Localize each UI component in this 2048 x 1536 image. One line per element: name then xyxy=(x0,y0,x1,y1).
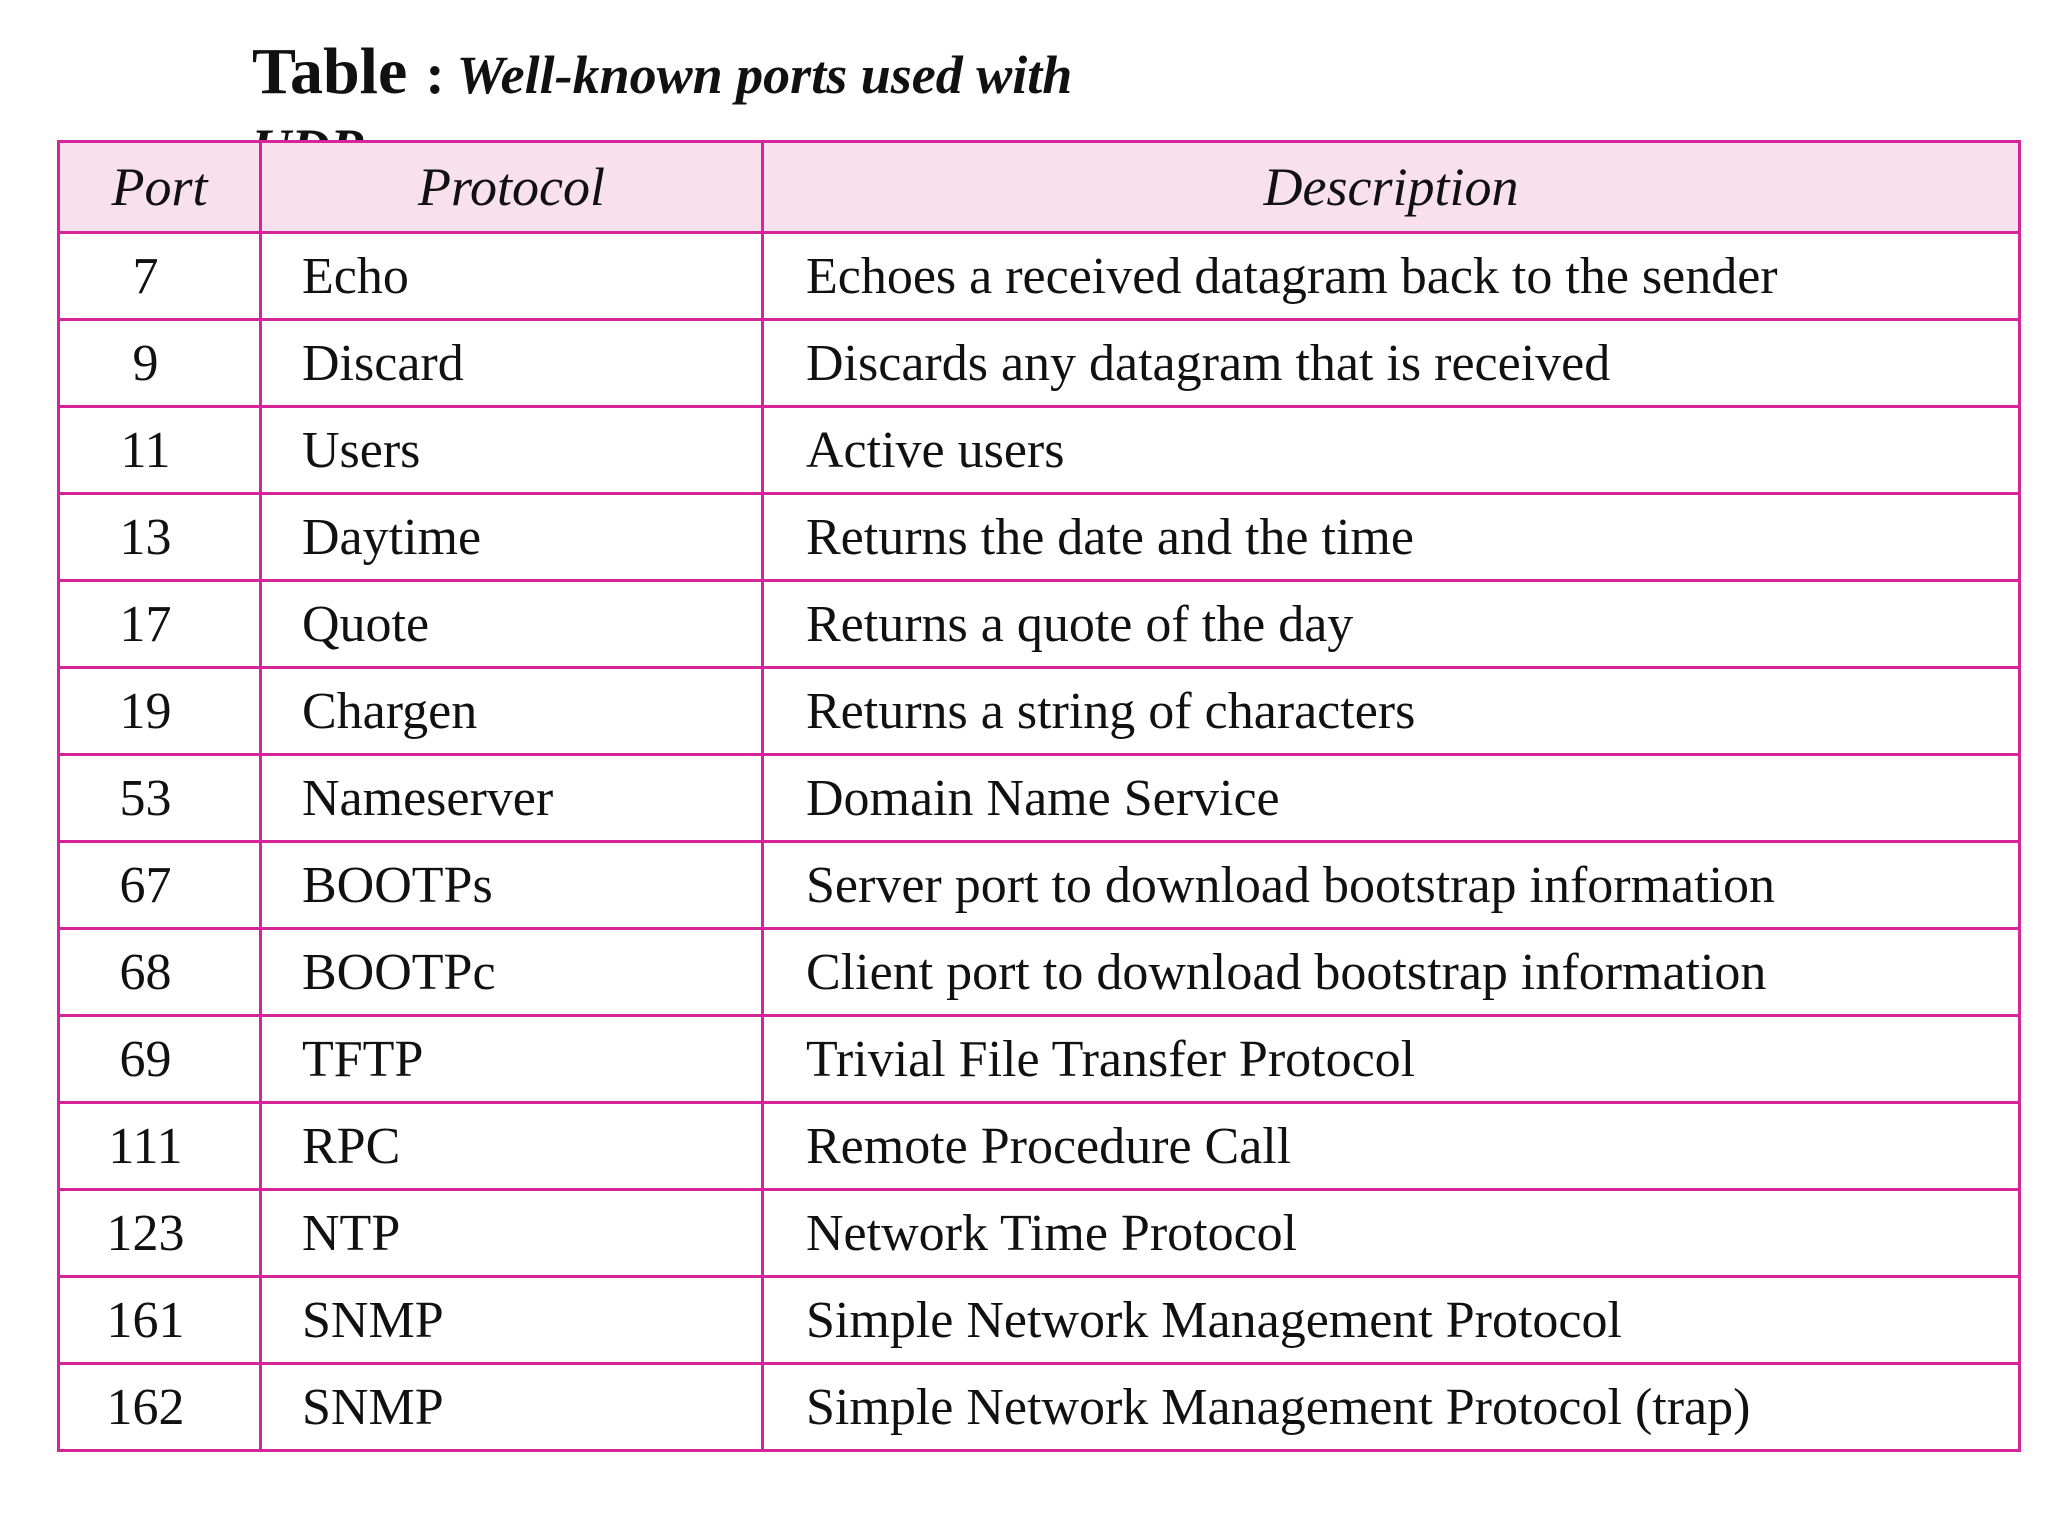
description-cell: Echoes a received datagram back to the sender xyxy=(763,233,2020,320)
udp-ports-table xyxy=(57,140,2021,1452)
protocol-cell: SNMP xyxy=(261,1364,763,1451)
description-cell: Remote Procedure Call xyxy=(763,1103,2020,1190)
table-row xyxy=(59,1016,2020,1103)
table-header-row xyxy=(59,142,2020,233)
port-cell: 161 xyxy=(59,1277,261,1364)
table-row xyxy=(59,407,2020,494)
caption-title: Well-known ports used with xyxy=(456,45,1073,105)
table-caption xyxy=(252,32,1152,142)
port-cell: 111 xyxy=(59,1103,261,1190)
description-cell: Discards any datagram that is received xyxy=(763,320,2020,407)
header-port: Port xyxy=(59,142,261,233)
port-cell: 11 xyxy=(59,407,261,494)
description-cell: Returns a string of characters xyxy=(763,668,2020,755)
description-cell: Client port to download bootstrap information xyxy=(763,929,2020,1016)
protocol-cell: Nameserver xyxy=(261,755,763,842)
port-cell: 17 xyxy=(59,581,261,668)
protocol-cell: RPC xyxy=(261,1103,763,1190)
caption-separator: : xyxy=(425,41,445,106)
table-row xyxy=(59,320,2020,407)
port-cell: 7 xyxy=(59,233,261,320)
protocol-cell: Discard xyxy=(261,320,763,407)
protocol-cell: Users xyxy=(261,407,763,494)
description-cell: Simple Network Management Protocol (trap) xyxy=(763,1364,2020,1451)
description-cell: Returns the date and the time xyxy=(763,494,2020,581)
port-cell: 69 xyxy=(59,1016,261,1103)
port-cell: 123 xyxy=(59,1190,261,1277)
port-cell: 53 xyxy=(59,755,261,842)
protocol-cell: BOOTPc xyxy=(261,929,763,1016)
port-cell: 19 xyxy=(59,668,261,755)
description-cell: Network Time Protocol xyxy=(763,1190,2020,1277)
table-row xyxy=(59,842,2020,929)
description-cell: Returns a quote of the day xyxy=(763,581,2020,668)
protocol-cell: Chargen xyxy=(261,668,763,755)
description-cell: Simple Network Management Protocol xyxy=(763,1277,2020,1364)
description-cell: Server port to download bootstrap information xyxy=(763,842,2020,929)
table-row xyxy=(59,581,2020,668)
table-row xyxy=(59,668,2020,755)
table-row xyxy=(59,1277,2020,1364)
table-row xyxy=(59,755,2020,842)
description-cell: Domain Name Service xyxy=(763,755,2020,842)
table-row xyxy=(59,1364,2020,1451)
protocol-cell: NTP xyxy=(261,1190,763,1277)
table-row xyxy=(59,929,2020,1016)
port-cell: 9 xyxy=(59,320,261,407)
description-cell: Active users xyxy=(763,407,2020,494)
protocol-cell: BOOTPs xyxy=(261,842,763,929)
protocol-cell: Quote xyxy=(261,581,763,668)
header-protocol: Protocol xyxy=(261,142,763,233)
description-cell: Trivial File Transfer Protocol xyxy=(763,1016,2020,1103)
caption-label: Table xyxy=(252,35,408,108)
protocol-cell: SNMP xyxy=(261,1277,763,1364)
protocol-cell: Daytime xyxy=(261,494,763,581)
table-body xyxy=(59,233,2020,1451)
protocol-cell: TFTP xyxy=(261,1016,763,1103)
table-row xyxy=(59,1103,2020,1190)
port-cell: 68 xyxy=(59,929,261,1016)
port-cell: 67 xyxy=(59,842,261,929)
port-cell: 162 xyxy=(59,1364,261,1451)
table-row xyxy=(59,233,2020,320)
header-description: Description xyxy=(763,142,2020,233)
table-row xyxy=(59,494,2020,581)
port-cell: 13 xyxy=(59,494,261,581)
table-row xyxy=(59,1190,2020,1277)
protocol-cell: Echo xyxy=(261,233,763,320)
